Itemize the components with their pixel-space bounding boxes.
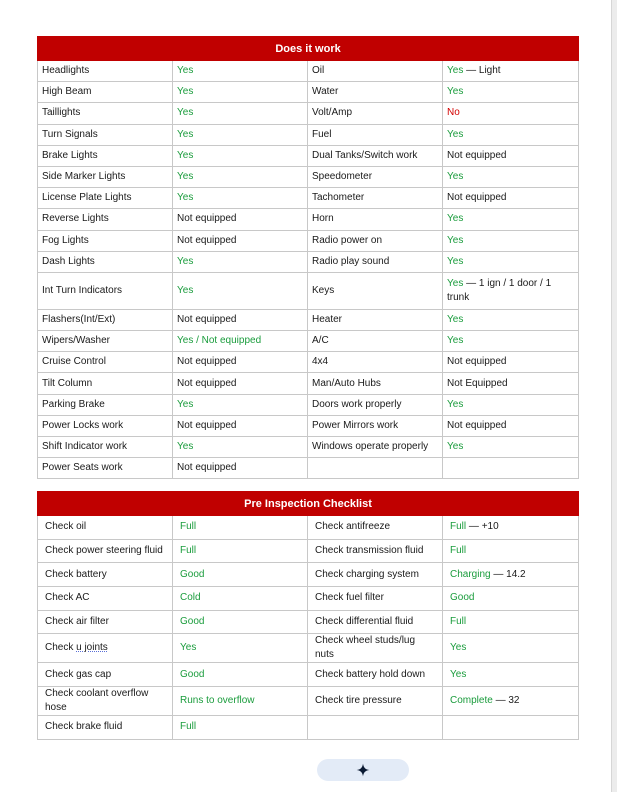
check-label (308, 634, 443, 663)
item-status (173, 209, 308, 230)
table-row (38, 458, 579, 479)
item-status-text: Yes (177, 86, 194, 98)
item-status-text: Not Equipped (447, 377, 508, 389)
check-result (173, 610, 308, 634)
table-row (38, 251, 579, 272)
check-result-text: Good (180, 568, 205, 580)
item-label-text: Fog Lights (42, 234, 89, 246)
item-status-text: Yes (447, 335, 464, 347)
item-status (443, 251, 579, 272)
item-status (173, 373, 308, 394)
item-status (173, 82, 308, 103)
item-status-text: Not equipped (177, 213, 237, 225)
item-label (308, 82, 443, 103)
check-result (443, 539, 579, 563)
item-status-text: No (447, 107, 460, 119)
table-row (38, 373, 579, 394)
item-label (38, 166, 173, 187)
item-status (443, 415, 579, 436)
value-detail: Light (478, 65, 501, 77)
does-it-work-title: Does it work (38, 37, 579, 61)
check-result-text: Full (450, 521, 467, 533)
item-label-text: Power Mirrors work (312, 419, 399, 431)
item-status (173, 272, 308, 309)
item-status (173, 61, 308, 82)
item-status (173, 437, 308, 458)
item-status (173, 145, 308, 166)
item-label-text: Water (312, 86, 339, 98)
check-label-text: Check air filter (45, 616, 109, 628)
separator: — (466, 521, 482, 533)
item-label-text: Side Marker Lights (42, 171, 126, 183)
item-status (173, 309, 308, 330)
item-label-text: Headlights (42, 65, 90, 77)
item-label-text: Power Locks work (42, 419, 124, 431)
item-status-text: Yes (177, 398, 194, 410)
item-status (443, 166, 579, 187)
item-label (38, 124, 173, 145)
check-result (173, 539, 308, 563)
value-detail: 32 (508, 695, 520, 707)
table-row (38, 634, 579, 663)
table-row (38, 124, 579, 145)
check-label-text: Check brake fluid (45, 721, 123, 733)
check-label-text: Check AC (45, 592, 90, 604)
item-label-text: Volt/Amp (312, 107, 353, 119)
check-label-text: Check battery (45, 568, 107, 580)
item-label-text: Radio power on (312, 234, 383, 246)
item-status (173, 188, 308, 209)
item-label (38, 415, 173, 436)
check-result-text: Cold (180, 592, 201, 604)
table-row (38, 188, 579, 209)
item-status (443, 82, 579, 103)
item-label (308, 331, 443, 352)
table-row (38, 82, 579, 103)
check-result-text: Yes (180, 642, 197, 654)
table-row (38, 230, 579, 251)
check-label-text: Check antifreeze (315, 521, 391, 533)
item-label (38, 209, 173, 230)
pre-inspection-title: Pre Inspection Checklist (38, 492, 579, 516)
item-status-text: Not equipped (177, 462, 237, 474)
check-label-text: Check fuel filter (315, 592, 384, 604)
check-result-text: Runs to overflow (180, 695, 255, 707)
value-detail: 14.2 (506, 568, 526, 580)
item-status (443, 437, 579, 458)
check-result-text: Complete (450, 695, 493, 707)
table-row (38, 61, 579, 82)
item-status-text: Yes (447, 213, 464, 225)
table-row (38, 166, 579, 187)
item-label-text: Oil (312, 65, 325, 77)
check-result (173, 634, 308, 663)
item-status (443, 230, 579, 251)
check-result-text: Full (180, 521, 197, 533)
check-result (173, 516, 308, 540)
item-label (38, 251, 173, 272)
check-result (173, 563, 308, 587)
check-label (38, 587, 173, 611)
separator: — (463, 277, 479, 289)
check-label (38, 516, 173, 540)
item-label (308, 124, 443, 145)
item-status-text: Not equipped (177, 377, 237, 389)
item-label-text: License Plate Lights (42, 192, 132, 204)
item-label-text: Power Seats work (42, 462, 123, 474)
item-label-text: Tachometer (312, 192, 365, 204)
item-status (173, 103, 308, 124)
item-label-text: Dual Tanks/Switch work (312, 149, 418, 161)
item-label-text: Horn (312, 213, 334, 225)
item-label (308, 437, 443, 458)
item-status-text: Yes (447, 234, 464, 246)
check-result-text: Full (450, 545, 467, 557)
check-label (308, 539, 443, 563)
separator: — (490, 568, 507, 580)
table-row (38, 352, 579, 373)
value-detail: 1 ign / 1 door / 1 trunk (447, 277, 552, 303)
item-label-text: Man/Auto Hubs (312, 377, 381, 389)
item-status-text: Yes (177, 255, 194, 267)
item-status (443, 272, 579, 309)
item-status-text: Yes (177, 128, 194, 140)
item-label (308, 458, 443, 479)
item-status-text: Not equipped (447, 192, 507, 204)
check-result (173, 587, 308, 611)
item-label-text: Radio play sound (312, 255, 390, 267)
item-status (443, 394, 579, 415)
check-label-text: Check tire pressure (315, 695, 402, 707)
item-label (38, 309, 173, 330)
table-row (38, 539, 579, 563)
item-label (308, 166, 443, 187)
table-row (38, 394, 579, 415)
item-status (443, 331, 579, 352)
item-status (173, 352, 308, 373)
assistant-button[interactable] (317, 759, 409, 781)
item-label-text: Cruise Control (42, 356, 106, 368)
item-status-text: Yes (177, 65, 194, 77)
item-label (38, 373, 173, 394)
table-row (38, 716, 579, 740)
table-row (38, 209, 579, 230)
check-label (308, 687, 443, 716)
item-status-text: Yes (177, 441, 194, 453)
item-label (308, 352, 443, 373)
item-status-text: Yes (447, 398, 464, 410)
item-label (38, 394, 173, 415)
item-status-text: Yes (447, 65, 464, 77)
item-label (38, 437, 173, 458)
item-status (443, 458, 579, 479)
separator: — (492, 695, 509, 707)
check-result (173, 716, 308, 740)
item-status-text: Yes (447, 277, 464, 289)
check-label (38, 716, 173, 740)
item-status-text: Yes (447, 313, 464, 325)
item-status (443, 124, 579, 145)
check-label (38, 687, 173, 716)
item-label (38, 458, 173, 479)
item-status-text: Yes (177, 171, 194, 183)
item-status (443, 373, 579, 394)
item-label-text: Shift Indicator work (42, 441, 128, 453)
check-label-text: Check power steering fluid (45, 545, 163, 557)
item-status-text: Not equipped (447, 149, 507, 161)
item-label (308, 373, 443, 394)
item-status (173, 331, 308, 352)
item-label (38, 145, 173, 166)
table-row (38, 563, 579, 587)
item-label-text: A/C (312, 335, 329, 347)
check-result (443, 563, 579, 587)
item-label-text: Turn Signals (42, 128, 98, 140)
check-result (443, 687, 579, 716)
check-result-text: Good (180, 668, 205, 680)
item-status-text: Not equipped (447, 356, 507, 368)
item-label (38, 272, 173, 309)
table-row (38, 610, 579, 634)
item-status-text: Yes (447, 128, 464, 140)
item-label-text: Keys (312, 284, 335, 296)
item-status-text: Yes (177, 192, 194, 204)
item-label (38, 103, 173, 124)
check-label (308, 716, 443, 740)
table-row (38, 309, 579, 330)
check-result (443, 716, 579, 740)
item-status (443, 103, 579, 124)
check-result-text: Yes (450, 668, 467, 680)
check-label (38, 610, 173, 634)
item-status-text: Not equipped (177, 234, 237, 246)
item-label (38, 61, 173, 82)
item-label (38, 230, 173, 251)
item-label-text: Heater (312, 313, 343, 325)
check-result (443, 587, 579, 611)
check-label-text: Check charging system (315, 568, 419, 580)
item-status (173, 415, 308, 436)
value-detail: +10 (481, 521, 499, 533)
item-status-text: Yes (447, 255, 464, 267)
item-label (308, 394, 443, 415)
item-label (308, 145, 443, 166)
item-label (308, 103, 443, 124)
item-label (308, 309, 443, 330)
check-label (308, 610, 443, 634)
sparkle-icon (356, 763, 370, 777)
check-result-text: Full (180, 721, 197, 733)
item-status-text: Yes (177, 284, 194, 296)
item-label (308, 272, 443, 309)
item-label-text: Fuel (312, 128, 332, 140)
check-result-text: Good (450, 592, 475, 604)
table-row (38, 331, 579, 352)
check-label (308, 516, 443, 540)
table-row (38, 103, 579, 124)
item-label-text: Flashers(Int/Ext) (42, 313, 116, 325)
check-label (308, 563, 443, 587)
table-row (38, 687, 579, 716)
item-label-text: Taillights (42, 107, 81, 119)
check-label (38, 634, 173, 663)
item-status (173, 394, 308, 415)
item-label-text: Parking Brake (42, 398, 105, 410)
table-row (38, 587, 579, 611)
item-status (173, 251, 308, 272)
spellcheck-underlined-text: u joints (76, 642, 108, 654)
check-result (443, 634, 579, 663)
item-status (443, 209, 579, 230)
item-status (443, 145, 579, 166)
item-label (308, 230, 443, 251)
table-row (38, 415, 579, 436)
check-label-text: Check oil (45, 521, 87, 533)
separator: — (463, 65, 479, 77)
item-label-text: Brake Lights (42, 149, 98, 161)
item-status (443, 61, 579, 82)
item-label-text: Tilt Column (42, 377, 93, 389)
item-label-text: Speedometer (312, 171, 373, 183)
item-label-text: Dash Lights (42, 255, 95, 267)
item-label (38, 188, 173, 209)
table-row (38, 145, 579, 166)
item-label-text: 4x4 (312, 356, 329, 368)
check-result (443, 610, 579, 634)
does-it-work-table (37, 36, 579, 479)
item-label (38, 331, 173, 352)
item-status (173, 458, 308, 479)
item-status-text: Not equipped (177, 356, 237, 368)
item-label-text: Reverse Lights (42, 213, 109, 225)
item-label (308, 61, 443, 82)
check-result-text: Charging (450, 568, 491, 580)
item-label-text: Wipers/Washer (42, 335, 110, 347)
check-label-text: Check transmission fluid (315, 545, 424, 557)
check-result (173, 687, 308, 716)
check-label-text: Check coolant overflow hose (45, 688, 149, 714)
item-status (173, 124, 308, 145)
item-status-text: Yes (447, 441, 464, 453)
item-status-text: Yes (447, 86, 464, 98)
check-result (173, 663, 308, 687)
item-label (308, 251, 443, 272)
item-label (308, 415, 443, 436)
item-label (38, 82, 173, 103)
check-label-text: Check wheel studs/lug nuts (315, 635, 416, 661)
check-label-text: Check gas cap (45, 668, 112, 680)
check-result (443, 663, 579, 687)
check-result-text: Full (450, 616, 467, 628)
pre-inspection-table (37, 491, 579, 740)
item-status-text: Yes (447, 171, 464, 183)
item-label-text: Windows operate properly (312, 441, 429, 453)
check-label (38, 539, 173, 563)
item-status-text: Yes (177, 149, 194, 161)
table-row (38, 437, 579, 458)
check-result-text: Full (180, 545, 197, 557)
item-status-text: Not equipped (177, 313, 237, 325)
check-label-text: Check differential fluid (315, 616, 414, 628)
item-status-text: Yes (177, 107, 194, 119)
check-label (308, 587, 443, 611)
item-status (443, 309, 579, 330)
check-label-text: Check (45, 642, 77, 654)
item-status (173, 230, 308, 251)
item-status-text: Not equipped (447, 419, 507, 431)
check-result-text: Good (180, 616, 205, 628)
table-row (38, 516, 579, 540)
table-row (38, 272, 579, 309)
item-status (443, 188, 579, 209)
item-label-text: Doors work properly (312, 398, 402, 410)
item-label (38, 352, 173, 373)
page-edge (611, 0, 617, 792)
check-label (38, 663, 173, 687)
check-result-text: Yes (450, 642, 467, 654)
table-row (38, 663, 579, 687)
check-label (38, 563, 173, 587)
check-result (443, 516, 579, 540)
item-status-text: Not equipped (177, 419, 237, 431)
item-status (173, 166, 308, 187)
item-status (443, 352, 579, 373)
check-label-text: Check battery hold down (315, 668, 426, 680)
item-label-text: Int Turn Indicators (42, 284, 123, 296)
item-label (308, 188, 443, 209)
item-label (308, 209, 443, 230)
item-status-text: Yes / Not equipped (177, 335, 262, 347)
check-label (308, 663, 443, 687)
item-label-text: High Beam (42, 86, 92, 98)
